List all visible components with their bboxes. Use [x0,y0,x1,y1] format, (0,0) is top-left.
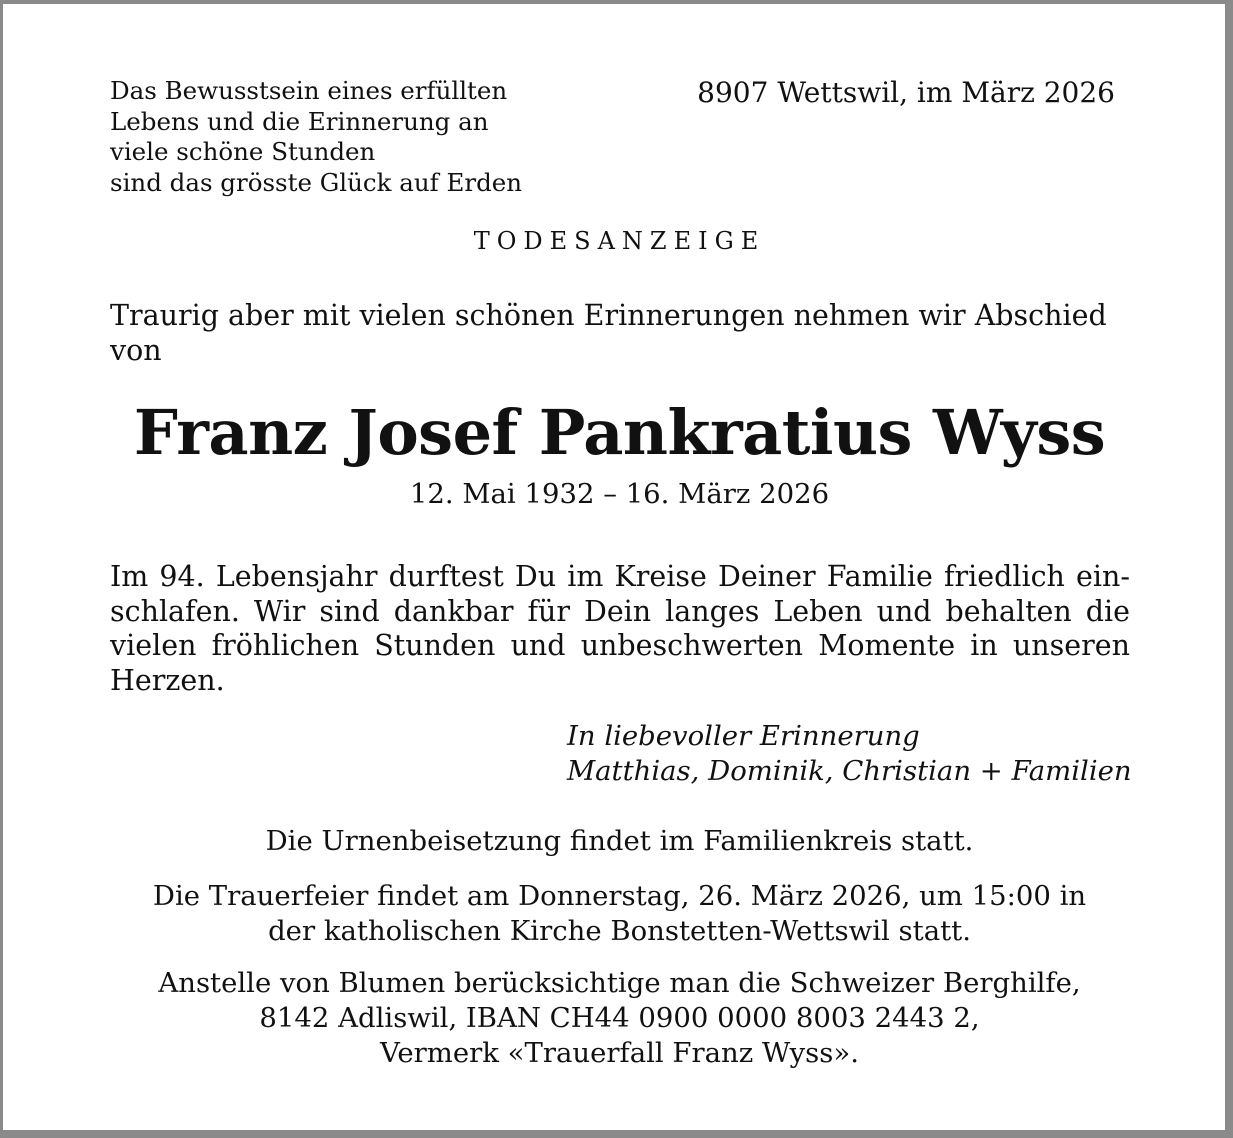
deceased-name: Franz Josef Pankratius Wyss [133,396,1106,469]
motto-line: Lebens und die Erinnerung an [110,106,489,136]
donation-note-line: Anstelle von Blumen berücksichtige man die Schweizer Berghilfe, [158,967,1081,999]
body-line: Herzen. [110,663,225,697]
donation-note [3,966,1233,1071]
life-dates: 12. Mai 1932 – 16. März 2026 [409,478,830,510]
ceremony-note-line: Die Trauerfeier findet am Donnerstag, 26. März 2026, um 15:00 in [152,880,1087,912]
ceremony-note-line: der katholischen Kirche Bonstetten-Wettswil statt. [268,915,971,947]
motto-line: sind das grösste Glück auf Erden [110,167,523,197]
motto-quote [110,76,570,198]
motto-line: viele schöne Stunden [110,137,376,166]
body-paragraph [110,560,1130,698]
ceremony-note [3,879,1233,949]
burial-note [3,824,1233,859]
burial-note-line: Die Urnenbeisetzung findet im Familienkreis statt. [265,825,974,857]
body-line: Im 94. Lebensjahr durftest Du im Kreise Deiner Familie friedlich ein- [110,560,1130,593]
signoff-line: In liebevoller Erinnerung [567,720,920,752]
intro-text: Traurig aber mit vielen schönen Erinnerungen nehmen wir Abschied von [110,299,1107,367]
body-line: vielen fröhlichen Stunden und unbeschwerten Momente in unseren [110,629,1130,662]
donation-note-line: 8142 Adliswil, IBAN CH44 0900 0000 8003 2443 2, [259,1002,980,1034]
notice-heading: TODESANZEIGE [473,227,766,255]
family-signoff [567,719,1132,789]
motto-line: Das Bewusstsein eines erfüllten [110,76,508,105]
body-line: schlafen. Wir sind dankbar für Dein langes Leben und behalten die [110,594,1130,628]
place-and-date: 8907 Wettswil, im März 2026 [697,76,1115,109]
signoff-names: Matthias, Dominik, Christian + Familien [567,755,1132,787]
donation-note-line: Vermerk «Trauerfall Franz Wyss». [380,1037,859,1069]
